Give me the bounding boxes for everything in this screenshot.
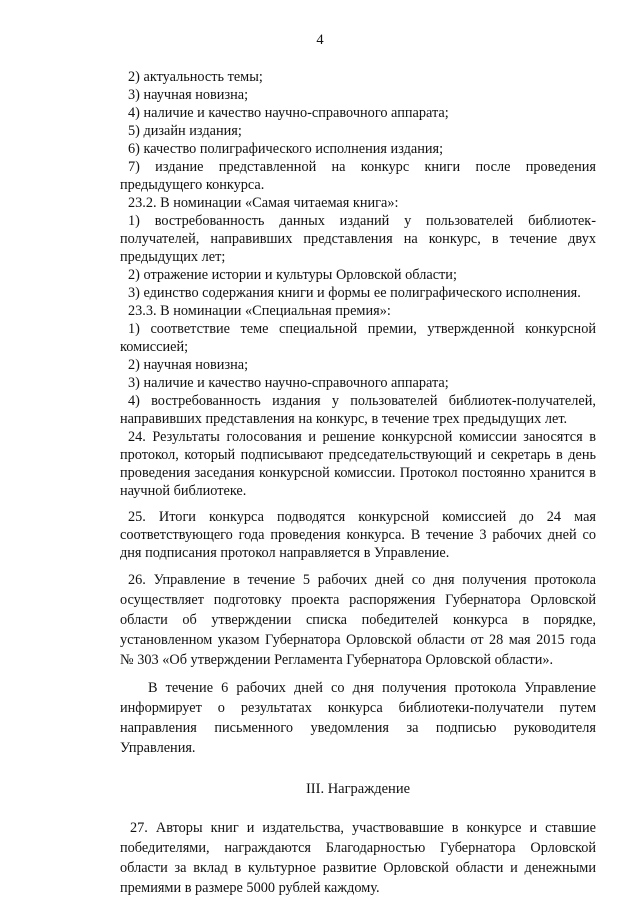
paragraph-24: 24. Результаты голосования и решение конкурсной комиссии заносятся в протокол, который подписывают председательствующий и секретарь в день проведения заседания конкурсной комиссии. Протокол постоянно хранится в научной библиотеке. <box>120 429 596 499</box>
criteria-item: 3) единство содержания книги и формы ее полиграфического исполнения. <box>128 285 581 301</box>
criteria-item: 5) дизайн издания; <box>128 123 242 139</box>
criteria-item: 2) актуальность темы; <box>128 69 263 85</box>
criteria-item: 6) качество полиграфического исполнения издания; <box>128 141 444 157</box>
criteria-item: 3) научная новизна; <box>128 87 249 103</box>
paragraph-25: 25. Итоги конкурса подводятся конкурсной комиссией до 24 мая соответствующего года проведения конкурса. В течение 3 рабочих дней со дня подписания протокол направляется в Управление. <box>120 509 596 561</box>
criteria-item: 4) востребованность издания у пользователей библиотек-получателей, направивших представления на конкурс, в течение трех предыдущих лет. <box>120 393 596 427</box>
criteria-item: 2) научная новизна; <box>128 357 249 373</box>
criteria-item: 7) издание представленной на конкурс книги после проведения предыдущего конкурса. <box>120 159 596 193</box>
paragraph-26: 26. Управление в течение 5 рабочих дней со дня получения протокола осуществляет подготовку проекта распоряжения Губернатора Орловской области об утверждении списка победителей конкурса в порядке, установленном указом Губернатора Орловской области от 28 мая 2015 года № 303 «Об утверждении Регламента Губернатора Орловской области». <box>120 572 596 668</box>
criteria-item: 1) соответствие теме специальной премии, утвержденной конкурсной комиссией; <box>120 321 596 355</box>
criteria-item: 3) наличие и качество научно-справочного аппарата; <box>128 375 449 391</box>
section-23-2-title: 23.2. В номинации «Самая читаемая книга»: <box>128 195 399 211</box>
section-23-3-title: 23.3. В номинации «Специальная премия»: <box>128 303 391 319</box>
paragraph-26-continued: В течение 6 рабочих дней со дня получения протокола Управление информирует о результатах конкурса библиотеки-получатели путем направления письменного уведомления за подписью руководителя Управления. <box>120 680 596 756</box>
criteria-item: 2) отражение истории и культуры Орловской области; <box>128 267 457 283</box>
criteria-item: 1) востребованность данных изданий у пользователей библиотек-получателей, направивших представления на конкурс, в течение двух предыдущих лет; <box>120 213 596 265</box>
document-body <box>120 68 596 898</box>
page-number: 4 <box>316 32 324 48</box>
criteria-item: 4) наличие и качество научно-справочного аппарата; <box>128 105 449 121</box>
paragraph-27: 27. Авторы книг и издательства, участвовавшие в конкурсе и ставшие победителями, награждаются Благодарностью Губернатора Орловской области за вклад в культурное развитие Орловской области и денежными премиями в размере 5000 рублей каждому. <box>120 820 596 896</box>
section-heading: III. Награждение <box>305 781 411 797</box>
